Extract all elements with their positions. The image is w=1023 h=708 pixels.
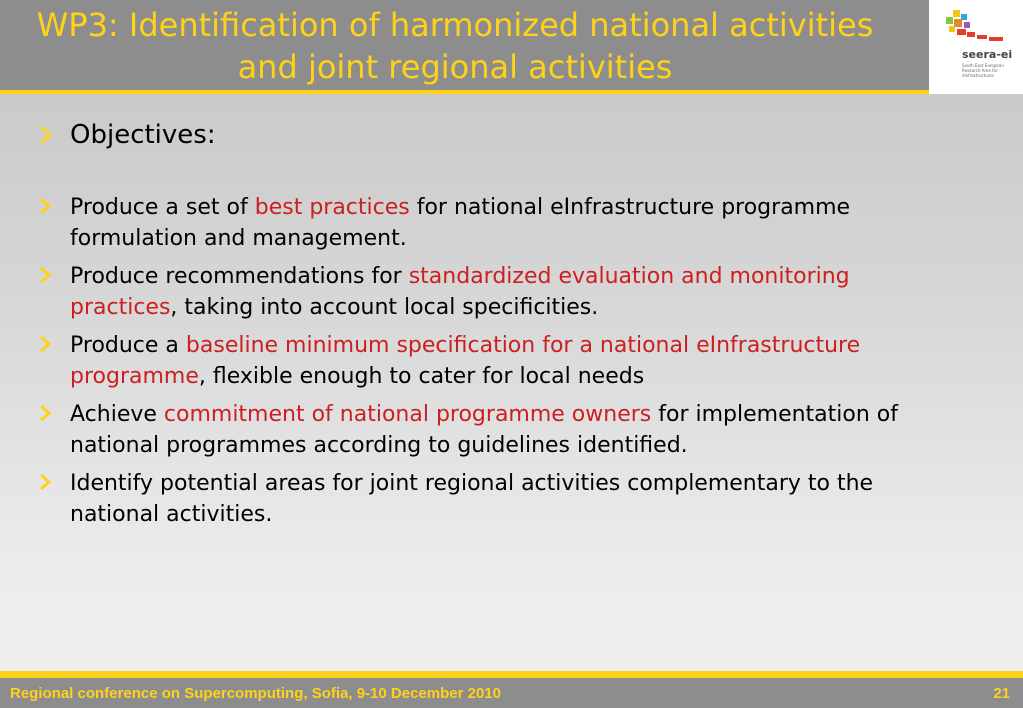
- logo-tagline: South East European Research Area for eInfrastructures: [962, 63, 1004, 78]
- bullet-highlight: baseline minimum specification for a national eInfrastructure programme: [70, 333, 861, 389]
- arrow-bullet-icon: [37, 399, 55, 431]
- list-item: [34, 261, 964, 323]
- bullet-text: Produce a: [70, 333, 186, 358]
- footer-rule: [0, 671, 1023, 678]
- bullet-text: for national eInfrastructure programme formulation and management.: [70, 195, 851, 251]
- footer-bar: [0, 678, 1023, 708]
- bullet-highlight: standardized evaluation and monitoring practices: [70, 264, 850, 320]
- list-item: [34, 399, 964, 461]
- bullet-text: Identify potential areas for joint regional activities complementary to the national activities.: [70, 471, 874, 527]
- bullet-text: Produce a set of: [70, 195, 255, 220]
- list-item: [34, 330, 964, 392]
- slide-body: [34, 118, 964, 537]
- list-item: [34, 192, 964, 254]
- bullet-text: Produce recommendations for: [70, 264, 409, 289]
- slide-title: WP3: Identification of harmonized national activities and joint regional activities: [36, 6, 874, 86]
- arrow-bullet-icon: [37, 261, 55, 293]
- title-underline: [0, 90, 929, 94]
- title-bar: [0, 0, 929, 90]
- arrow-bullet-icon: [37, 468, 55, 500]
- objectives-heading-item: [34, 118, 964, 152]
- arrow-bullet-icon: [37, 118, 55, 150]
- seera-ei-logo-icon: [939, 8, 1011, 48]
- objectives-heading: Objectives:: [70, 120, 216, 150]
- bullet-text: , taking into account local specificities.: [170, 295, 599, 320]
- logo-name: seera-ei: [962, 48, 1013, 61]
- footer-text: Regional conference on Supercomputing, Sofia, 9-10 December 2010: [10, 685, 501, 702]
- logo: [929, 0, 1023, 94]
- bullet-highlight: best practices: [254, 195, 410, 220]
- bullet-text: , flexible enough to cater for local needs: [198, 364, 645, 389]
- list-item: [34, 468, 964, 530]
- bullet-text: Achieve: [70, 402, 164, 427]
- bullet-text: for implementation of national programmes according to guidelines identified.: [70, 402, 898, 458]
- page-number: 21: [993, 685, 1010, 702]
- bullet-highlight: commitment of national programme owners: [163, 402, 652, 427]
- arrow-bullet-icon: [37, 192, 55, 224]
- arrow-bullet-icon: [37, 330, 55, 362]
